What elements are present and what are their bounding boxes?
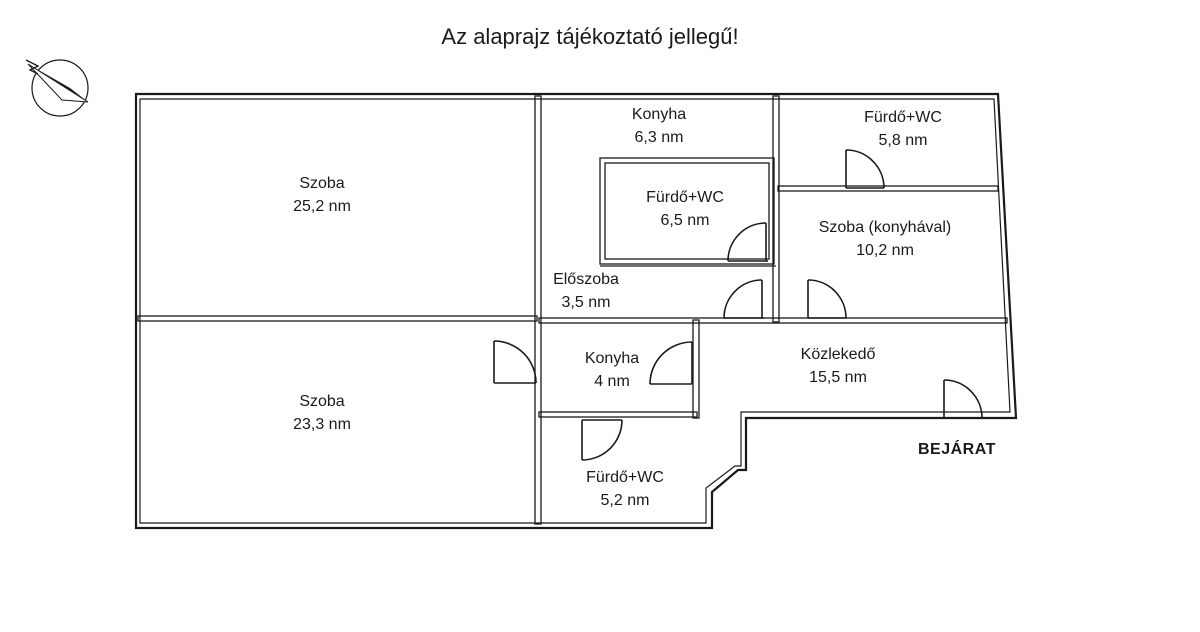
north-arrow-icon: [26, 60, 88, 116]
room-name: Konyha: [584, 350, 640, 367]
room-name: Szoba: [299, 393, 345, 410]
room-label-eloszoba: [538, 268, 634, 314]
door-swing-icon: [494, 341, 536, 383]
room-name: Szoba: [299, 175, 345, 192]
door-swing-icon: [808, 280, 846, 318]
room-name: Közlekedő: [800, 346, 876, 363]
room-label-szoba-2: [262, 390, 382, 436]
room-label-konyha-2: [562, 347, 662, 393]
room-area: 6,3 nm: [634, 129, 684, 146]
room-area: 6,5 nm: [660, 212, 710, 229]
room-area: 5,8 nm: [878, 132, 928, 149]
room-name: Fürdő+WC: [864, 109, 942, 126]
room-label-szoba-konyhaval: [800, 216, 970, 262]
room-area: 3,5 nm: [561, 294, 611, 311]
room-area: 23,3 nm: [293, 416, 351, 433]
room-name: Konyha: [631, 106, 687, 123]
room-label-furdo-2: [565, 466, 685, 512]
room-label-konyha-1: [599, 103, 719, 149]
room-name: Fürdő+WC: [586, 469, 664, 486]
room-name: Fürdő+WC: [646, 189, 724, 206]
room-label-furdo-1: [625, 186, 745, 232]
room-label-furdo-3: [843, 106, 963, 152]
room-area: 10,2 nm: [856, 242, 914, 259]
room-area: 15,5 nm: [809, 369, 867, 386]
plan-title: Az alaprajz tájékoztató jellegű!: [441, 24, 739, 49]
door-swing-icon: [724, 280, 764, 318]
room-label-szoba-1: [262, 172, 382, 218]
door-swing-icon: [846, 150, 884, 188]
entrance-label: BEJÁRAT: [918, 441, 996, 458]
room-area: 4 nm: [594, 373, 630, 390]
room-name: Szoba (konyhával): [818, 219, 952, 236]
room-name: Előszoba: [553, 271, 619, 288]
room-area: 25,2 nm: [293, 198, 351, 215]
room-label-kozlekedo: [778, 343, 898, 389]
room-area: 5,2 nm: [600, 492, 650, 509]
door-swing-icon: [582, 420, 622, 460]
